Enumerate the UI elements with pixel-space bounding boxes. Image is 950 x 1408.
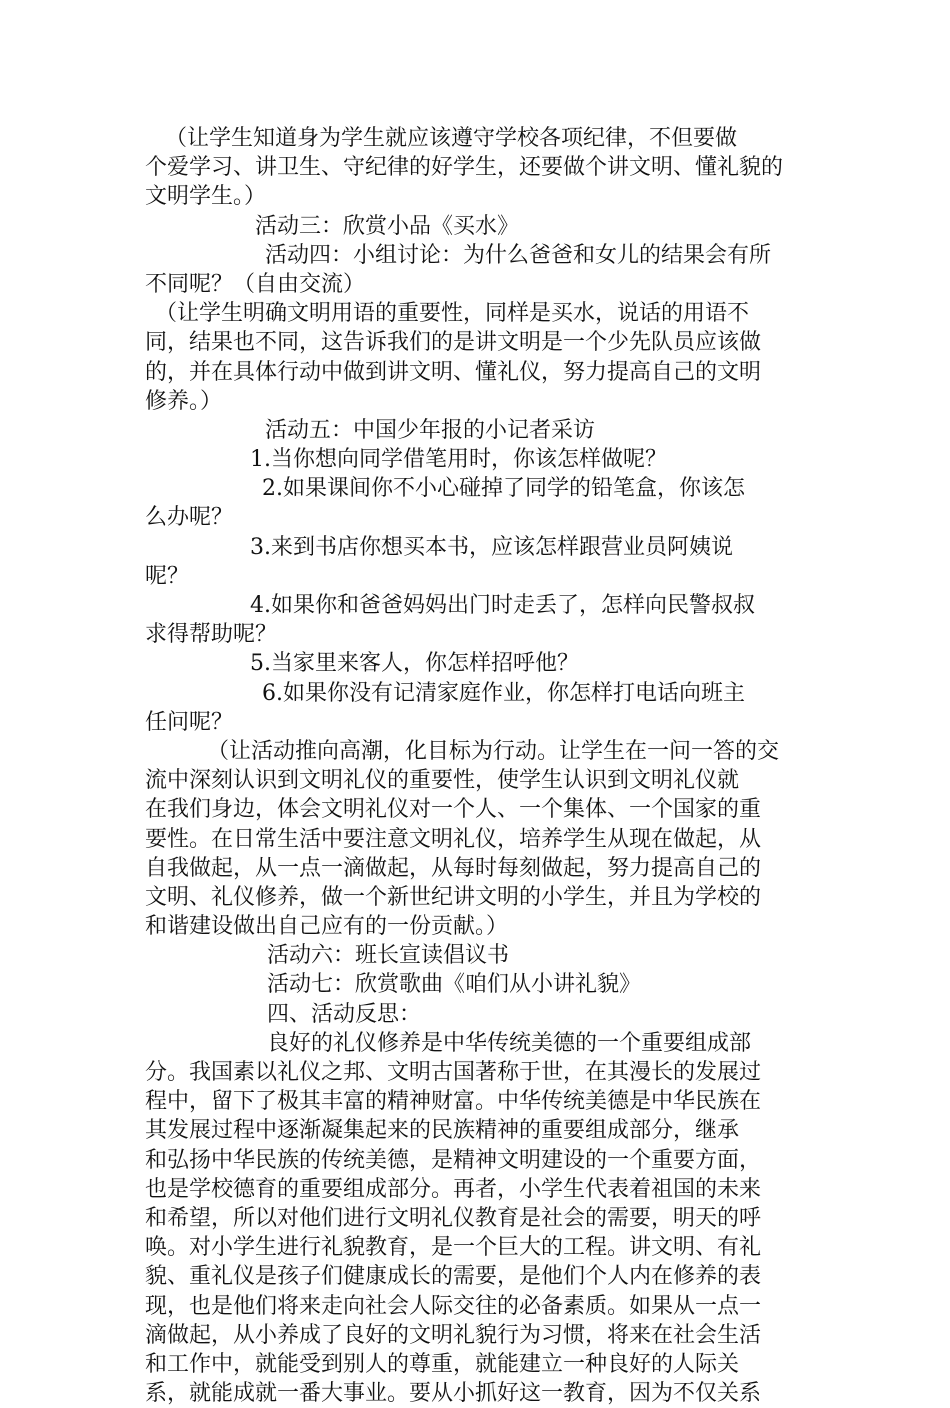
text-line: 修养。）	[145, 388, 223, 414]
text-line: 的，并在具体行动中做到讲文明、懂礼仪，努力提高自己的文明	[145, 359, 762, 385]
text-line: 5.当家里来客人，你怎样招呼他？	[250, 651, 579, 677]
text-line: 和工作中，就能受到别人的尊重，就能建立一种良好的人际关	[145, 1351, 740, 1377]
text-line: 活动五：中国少年报的小记者采访	[265, 417, 596, 443]
text-line: 现，也是他们将来走向社会人际交往的必备素质。如果从一点一	[145, 1293, 762, 1319]
document-body	[145, 124, 805, 1408]
text-line: 唤。对小学生进行礼貌教育，是一个巨大的工程。讲文明、有礼	[145, 1235, 762, 1261]
text-line: 和希望，所以对他们进行文明礼仪教育是社会的需要，明天的呼	[145, 1205, 762, 1231]
text-line: 也是学校德育的重要组成部分。再者，小学生代表着祖国的未来	[145, 1176, 762, 1202]
text-line: 良好的礼仪修养是中华传统美德的一个重要组成部	[267, 1030, 752, 1056]
text-line: 文明学生。）	[145, 184, 267, 210]
text-line: 程中，留下了极其丰富的精神财富。中华传统美德是中华民族在	[145, 1089, 762, 1115]
text-line: 6.如果你没有记清家庭作业，你怎样打电话向班主	[262, 680, 745, 706]
text-line: 3.来到书店你想买本书，应该怎样跟营业员阿姨说	[250, 534, 733, 560]
text-line: 不同呢？（自由交流）	[145, 271, 366, 297]
text-line: （让学生明确文明用语的重要性，同样是买水，说话的用语不	[155, 301, 750, 327]
text-line: 流中深刻认识到文明礼仪的重要性，使学生认识到文明礼仪就	[145, 768, 740, 794]
text-line: 其发展过程中逐渐凝集起来的民族精神的重要组成部分，继承	[145, 1118, 740, 1144]
text-line: 活动四：小组讨论：为什么爸爸和女儿的结果会有所	[265, 242, 772, 268]
text-line: 么办呢？	[145, 505, 234, 531]
text-line: 自我做起，从一点一滴做起，从每时每刻做起，努力提高自己的	[145, 855, 762, 881]
text-line: 文明、礼仪修养，做一个新世纪讲文明的小学生，并且为学校的	[145, 884, 762, 910]
text-line: 个爱学习、讲卫生、守纪律的好学生，还要做个讲文明、懂礼貌的	[145, 155, 784, 181]
text-line: 滴做起，从小养成了良好的文明礼貌行为习惯，将来在社会生活	[145, 1322, 762, 1348]
text-line: 同，结果也不同，这告诉我们的是讲文明是一个少先队员应该做	[145, 330, 762, 356]
text-line: 呢？	[145, 563, 190, 589]
text-line: 活动七：欣赏歌曲《咱们从小讲礼貌》	[267, 972, 642, 998]
text-line: 要性。在日常生活中要注意文明礼仪，培养学生从现在做起，从	[145, 826, 762, 852]
text-line: 系，就能成就一番大事业。要从小抓好这一教育，因为不仅关系	[145, 1381, 762, 1407]
text-line: 四、活动反思：	[267, 1001, 422, 1027]
text-line: 2.如果课间你不小心碰掉了同学的铅笔盒，你该怎	[262, 476, 745, 502]
text-line: 活动六：班长宣读倡议书	[267, 943, 510, 969]
text-line: （让学生知道身为学生就应该遵守学校各项纪律，不但要做	[165, 126, 738, 151]
text-line: 求得帮助呢？	[145, 622, 278, 648]
text-line: 分。我国素以礼仪之邦、文明古国著称于世，在其漫长的发展过	[145, 1060, 762, 1085]
text-line: 貌、重礼仪是孩子们健康成长的需要，是他们个人内在修养的表	[145, 1264, 762, 1290]
text-line: （让活动推向高潮，化目标为行动。让学生在一问一答的交	[207, 738, 780, 764]
text-line: 在我们身边，体会文明礼仪对一个人、一个集体、一个国家的重	[145, 797, 762, 823]
text-line: 4.如果你和爸爸妈妈出门时走丢了，怎样向民警叔叔	[250, 593, 755, 618]
text-line: 和弘扬中华民族的传统美德，是精神文明建设的一个重要方面，	[145, 1147, 762, 1173]
text-line: 活动三：欣赏小品《买水》	[255, 213, 520, 239]
text-line: 任问呢？	[145, 709, 234, 735]
text-line: 1.当你想向同学借笔用时，你该怎样做呢？	[250, 447, 667, 473]
text-line: 和谐建设做出自己应有的一份贡献。）	[145, 914, 509, 940]
